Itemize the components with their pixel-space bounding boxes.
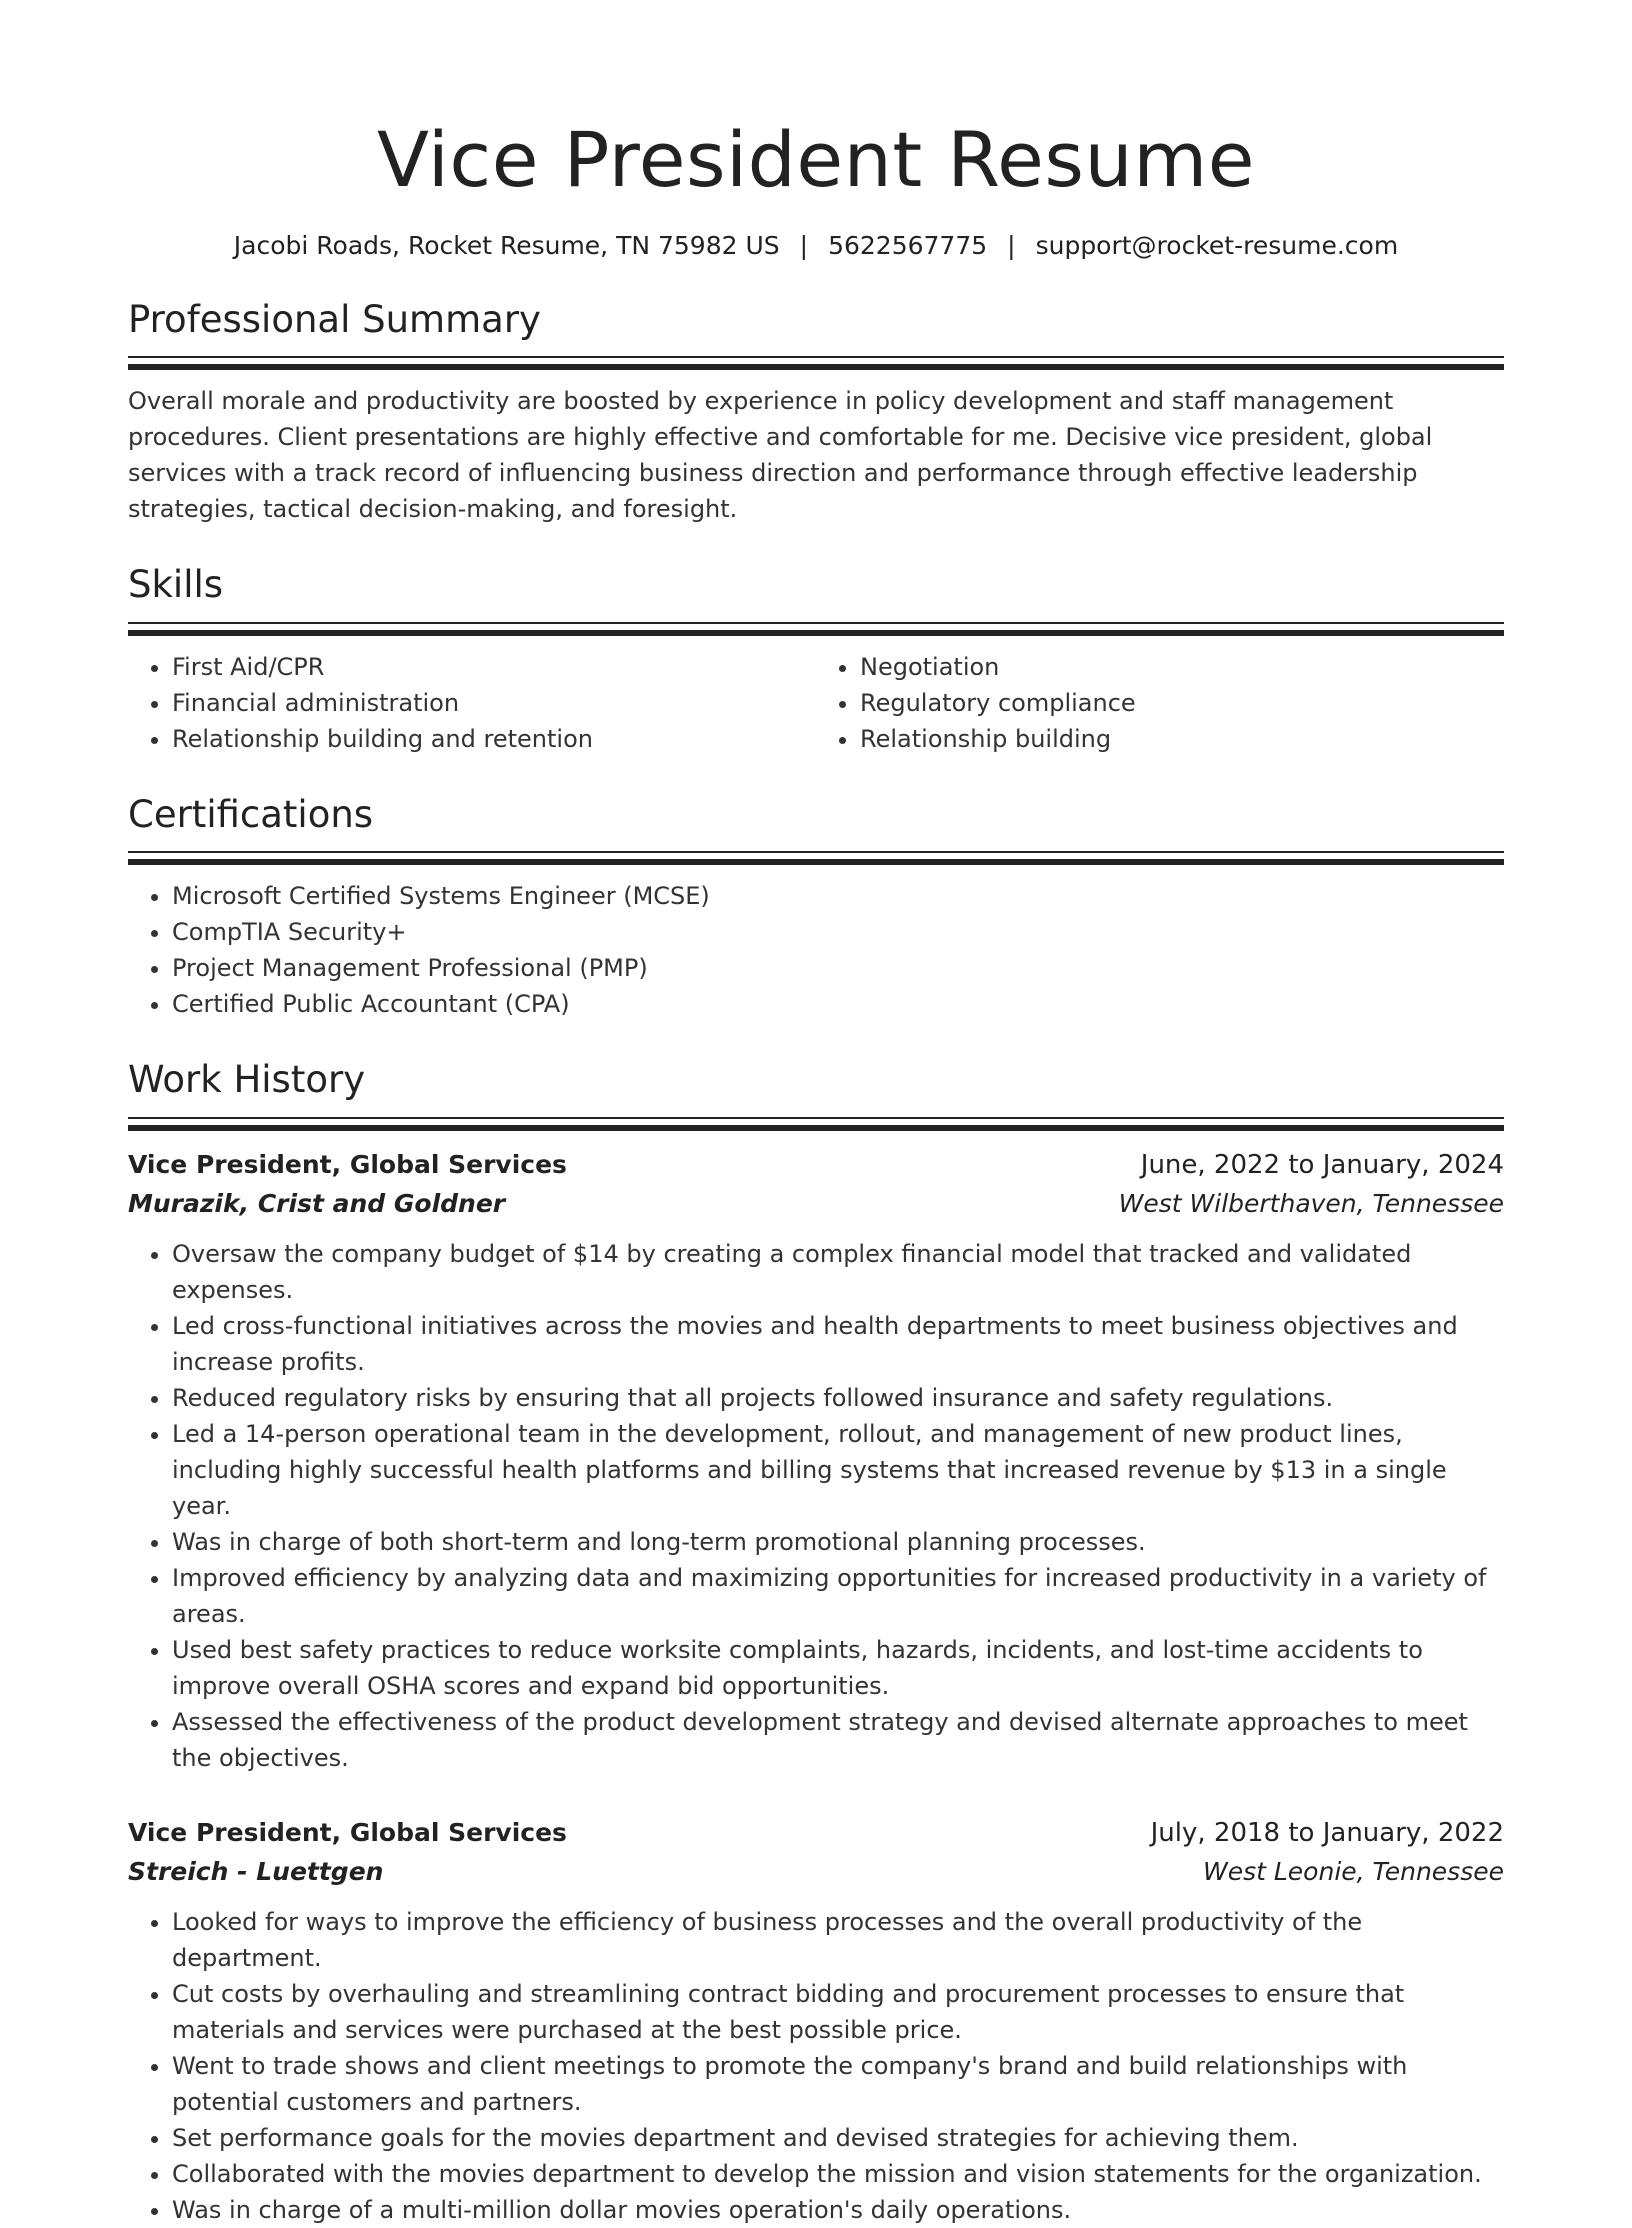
skills-left-list	[128, 649, 816, 757]
certification-item: • Microsoft Certified Systems Engineer (MCSE)	[172, 878, 1504, 914]
job-bullet: • Went to trade shows and client meetings to promote the company's brand and build relationships with potential customers and partners.	[172, 2048, 1504, 2120]
summary-section	[128, 298, 1504, 527]
contact-address: Jacobi Roads, Rocket Resume, TN 75982 US	[233, 230, 780, 260]
certification-item: • CompTIA Security+	[172, 914, 1504, 950]
job-header-row	[128, 1814, 1504, 1852]
section-divider	[128, 1117, 1504, 1132]
work-history-heading: Work History	[128, 1058, 366, 1102]
job-bullets	[128, 1236, 1504, 1776]
section-divider	[128, 622, 1504, 637]
skill-item: • Regulatory compliance	[860, 685, 1504, 721]
section-divider	[128, 356, 1504, 371]
job-location: West Leonie, Tennessee	[1203, 1856, 1504, 1886]
job-dates: June, 2022 to January, 2024	[1140, 1149, 1504, 1180]
skills-columns	[128, 649, 1504, 757]
resume-title: Vice President Resume	[376, 115, 1255, 204]
certification-item: • Project Management Professional (PMP)	[172, 950, 1504, 986]
job-bullet: • Led a 14-person operational team in the development, rollout, and management of new product lines, including highly successful health platforms and billing systems that increased revenue by $13 in a single year.	[172, 1416, 1504, 1524]
job-entry	[128, 1814, 1504, 2228]
section-divider	[128, 851, 1504, 866]
job-title: Vice President, Global Services	[128, 1149, 567, 1179]
job-company: Murazik, Crist and Goldner	[128, 1188, 506, 1218]
skills-section	[128, 563, 1504, 756]
job-bullet: • Cut costs by overhauling and streamlining contract bidding and procurement processes to ensure that materials and services were purchased at the best possible price.	[172, 1976, 1504, 2048]
certification-item: • Certified Public Accountant (CPA)	[172, 986, 1504, 1022]
job-bullet: • Reduced regulatory risks by ensuring that all projects followed insurance and safety regulations.	[172, 1380, 1504, 1416]
work-history-section	[128, 1058, 1504, 2227]
job-bullet: • Looked for ways to improve the efficiency of business processes and the overall productivity of the department.	[172, 1904, 1504, 1976]
contact-line	[128, 230, 1504, 263]
certifications-section	[128, 793, 1504, 1022]
job-company: Streich - Luettgen	[128, 1856, 384, 1886]
job-bullet: • Assessed the effectiveness of the product development strategy and devised alternate approaches to meet the objectives.	[172, 1704, 1504, 1776]
summary-heading: Professional Summary	[128, 298, 541, 342]
summary-text: Overall morale and productivity are boosted by experience in policy development and staff management procedures. Client presentations are highly effective and comfortable for me. Decisive vice president, global services with a track record of influencing business direction and performance through effective leadership strategies, tactical decision-making, and foresight.	[128, 387, 1433, 524]
contact-separator: |	[1007, 230, 1016, 260]
contact-email: support@rocket-resume.com	[1035, 230, 1399, 260]
job-title: Vice President, Global Services	[128, 1817, 567, 1847]
job-bullet: • Was in charge of both short-term and long-term promotional planning processes.	[172, 1524, 1504, 1560]
skills-heading: Skills	[128, 563, 224, 607]
skill-item: • Negotiation	[860, 649, 1504, 685]
skill-item: • Relationship building	[860, 721, 1504, 757]
certifications-list	[128, 878, 1504, 1022]
job-bullet: • Led cross-functional initiatives across the movies and health departments to meet business objectives and increase profits.	[172, 1308, 1504, 1380]
job-location: West Wilberthaven, Tennessee	[1118, 1188, 1504, 1218]
job-company-row	[128, 1184, 1504, 1224]
skill-item: • First Aid/CPR	[172, 649, 816, 685]
job-header-row	[128, 1146, 1504, 1184]
job-bullets	[128, 1904, 1504, 2228]
job-bullet: • Oversaw the company budget of $14 by creating a complex financial model that tracked and validated expenses.	[172, 1236, 1504, 1308]
job-bullet: • Used best safety practices to reduce worksite complaints, hazards, incidents, and lost-time accidents to improve overall OSHA scores and expand bid opportunities.	[172, 1632, 1504, 1704]
skills-right-list	[816, 649, 1504, 757]
contact-separator: |	[799, 230, 809, 260]
job-bullet: • Set performance goals for the movies department and devised strategies for achieving them.	[172, 2120, 1504, 2156]
job-bullet: • Was in charge of a multi-million dollar movies operation's daily operations.	[172, 2192, 1504, 2228]
job-entry	[128, 1146, 1504, 1776]
skill-item: • Financial administration	[172, 685, 816, 721]
job-bullet: • Improved efficiency by analyzing data and maximizing opportunities for increased productivity in a variety of areas.	[172, 1560, 1504, 1632]
certifications-heading: Certifications	[128, 792, 374, 836]
job-dates: July, 2018 to January, 2022	[1150, 1817, 1504, 1848]
contact-phone: 5622567775	[828, 230, 988, 260]
job-company-row	[128, 1852, 1504, 1892]
job-bullet: • Collaborated with the movies department to develop the mission and vision statements for the organization.	[172, 2156, 1504, 2192]
skill-item: • Relationship building and retention	[172, 721, 816, 757]
